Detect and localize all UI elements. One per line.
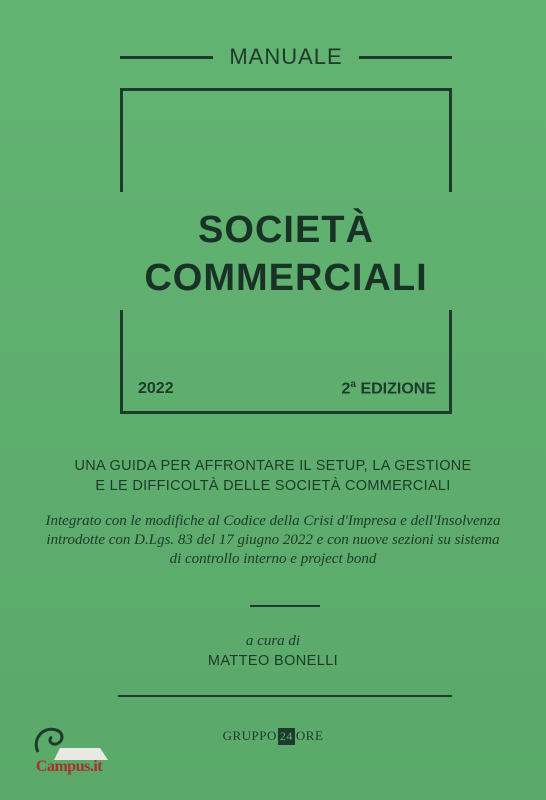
book-title — [120, 206, 452, 302]
divider-left — [120, 56, 213, 59]
publisher-box: 24 — [279, 729, 293, 743]
subtitle-line1: UNA GUIDA PER AFFRONTARE IL SETUP, LA GESTIONE — [74, 458, 472, 474]
sticker-label: Campus.it — [35, 758, 103, 775]
divider-right — [359, 56, 452, 59]
subtitle — [40, 456, 506, 496]
frame-bottom-border — [120, 411, 452, 414]
bottom-divider — [118, 695, 452, 697]
edition-superscript: a — [350, 378, 356, 390]
series-label: MANUALE — [229, 44, 343, 69]
frame-left-bottom-border — [120, 310, 123, 414]
description-line2: introdotte con D.Lgs. 83 del 17 giugno 2022 e con nuove sezioni su sistema — [46, 532, 500, 548]
series-header — [120, 42, 452, 72]
frame-left-top-border — [120, 88, 123, 192]
description — [30, 512, 516, 569]
frame-right-bottom-border — [449, 310, 452, 414]
book-title-line2: COMMERCIALI — [144, 257, 428, 299]
title-frame — [120, 88, 452, 414]
edition-number: 2 — [341, 380, 351, 397]
author-name: MATTEO BONELLI — [207, 653, 339, 669]
publisher-suffix: ORE — [295, 728, 324, 743]
edition-word: EDIZIONE — [360, 380, 436, 397]
subtitle-line2: E LE DIFFICOLTÀ DELLE SOCIETÀ COMMERCIALI — [95, 478, 451, 494]
edition-label — [342, 379, 436, 398]
book-title-line1: SOCIETÀ — [198, 209, 374, 251]
description-line1: Integrato con le modifiche al Codice della Crisi d'Impresa e dell'Insolvenza — [45, 513, 501, 529]
curated-by-label: a cura di — [245, 633, 301, 649]
publication-year: 2022 — [138, 380, 174, 397]
description-line3: di controllo interno e project bond — [169, 551, 377, 567]
publisher-prefix: GRUPPO — [222, 728, 277, 743]
campus-sticker — [30, 722, 108, 782]
frame-right-top-border — [449, 88, 452, 192]
sticker-logo-icon — [30, 722, 108, 762]
frame-top-border — [120, 88, 452, 91]
short-divider — [250, 605, 320, 607]
